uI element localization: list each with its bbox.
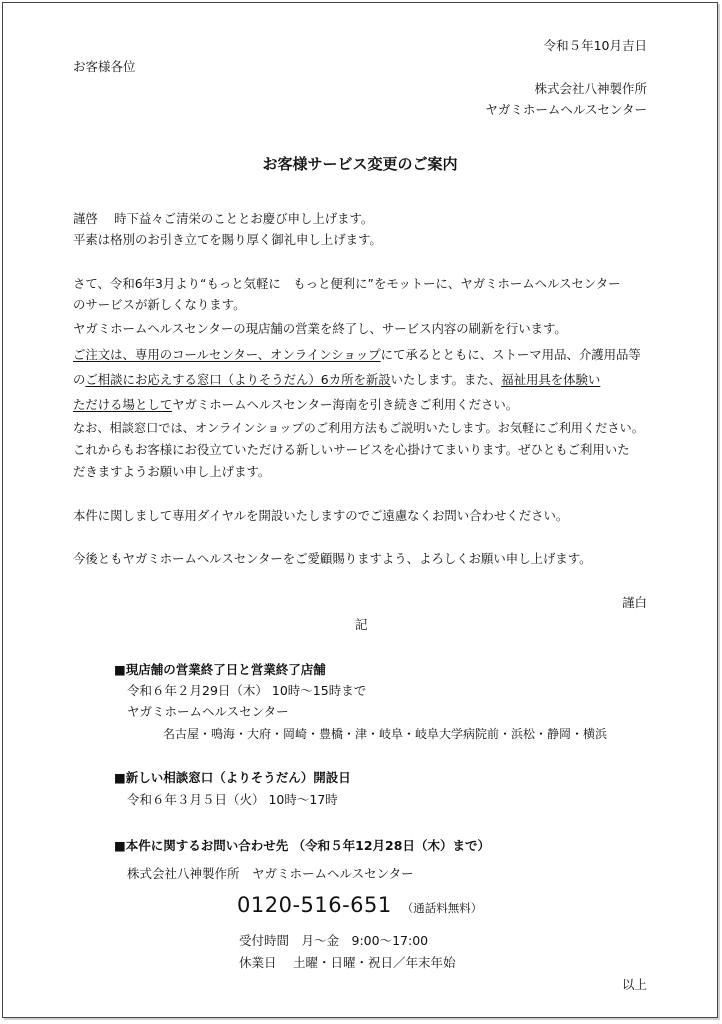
paragraph-1-line-2: のサービスが新しくなります。 (73, 297, 246, 312)
document-page (2, 2, 718, 1018)
text-span: にて承るとともに、ストーマ用品、介護用品等 (380, 347, 641, 362)
paragraph-7: 今後ともヤガミホームヘルスセンターをご愛顧賜りますよう、よろしくお願い申し上げます。 (73, 551, 592, 566)
paragraph-3-line-2 (73, 370, 600, 390)
end-word: 以上 (621, 977, 647, 992)
paragraph-3-line-3 (73, 395, 518, 415)
underlined-welfare-text: 福祉用具を体験い (501, 372, 601, 387)
paragraph-2: ヤガミホームヘルスセンターの現店舗の営業を終了し、サービス内容の刷新を行います。 (73, 321, 567, 336)
section-3-organization: 株式会社八神製作所 ヤガミホームヘルスセンター (127, 866, 414, 881)
issue-date: 令和５年10月吉日 (543, 38, 647, 53)
paragraph-5-line-2: だきますようお願い申し上げます。 (73, 464, 271, 479)
paragraph-3-line-1 (73, 345, 641, 365)
paragraph-5-line-1: これからもお客様にお役立ていただける新しいサービスを心掛けてまいります。ぜひともご利用いた (73, 442, 630, 457)
text-span: ヤガミホームヘルスセンター海南を引き続きご利用ください。 (172, 397, 519, 412)
phone-note: （通話料無料） (401, 901, 483, 915)
paragraph-4: なお、相談窓口では、オンラインショップのご利用方法もご説明いたします。お気軽にご利用ください。 (73, 421, 644, 435)
greeting-line-1: 謹啓 時下益々ご清栄のこととお慶び申し上げます。 (73, 211, 374, 226)
section-1-date: 令和６年２月29日（木） 10時～15時まで (127, 683, 367, 698)
text-span: の (73, 372, 86, 387)
center-name: ヤガミホームヘルスセンター (485, 102, 647, 117)
section-2-heading: ■新しい相談窓口（よりそうだん）開設日 (114, 770, 351, 785)
section-1-center: ヤガミホームヘルスセンター (127, 704, 289, 719)
closing-word: 謹白 (621, 595, 647, 610)
paragraph-1-line-1: さて、令和6年3月より“もっと気軽に もっと便利に”をモットーに、ヤガミホームヘルスセンター (73, 276, 621, 291)
paragraph-6: 本件に関しまして専用ダイヤルを開設いたしますのでご遠慮なくお問い合わせください。 (73, 508, 569, 523)
phone-number: 0120-516-651 (237, 893, 392, 917)
recipient: お客様各位 (73, 59, 136, 74)
holidays: 休業日 土曜・日曜・祝日／年末年始 (239, 955, 456, 970)
underlined-experience-text: ただける場として (73, 397, 173, 412)
company-name: 株式会社八神製作所 (534, 81, 647, 96)
document-title: お客様サービス変更のご案内 (262, 155, 458, 173)
phone-line (237, 893, 482, 917)
section-3-heading: ■本件に関するお問い合わせ先 （令和５年12月28日（木）まで） (114, 838, 490, 853)
underlined-order-text: ご注文は、専用のコールセンター、オンラインショップ (73, 347, 381, 362)
section-1-stores: 名古屋・鳴海・大府・岡崎・豊橋・津・岐阜・岐阜大学病院前・浜松・静岡・横浜 (163, 727, 608, 741)
section-2-date: 令和６年３月５日（火） 10時～17時 (127, 792, 338, 807)
text-span: いたします。また、 (390, 372, 502, 387)
section-1-heading: ■現店舗の営業終了日と営業終了店舗 (114, 662, 326, 677)
ki-mark: 記 (355, 617, 368, 632)
reception-hours: 受付時間 月～金 9:00～17:00 (239, 933, 429, 948)
greeting-line-2: 平素は格別のお引き立てを賜り厚く御礼申し上げます。 (73, 232, 382, 247)
underlined-consult-text: ご相談にお応えする窓口（よりそうだん）6カ所を新設 (85, 372, 391, 387)
